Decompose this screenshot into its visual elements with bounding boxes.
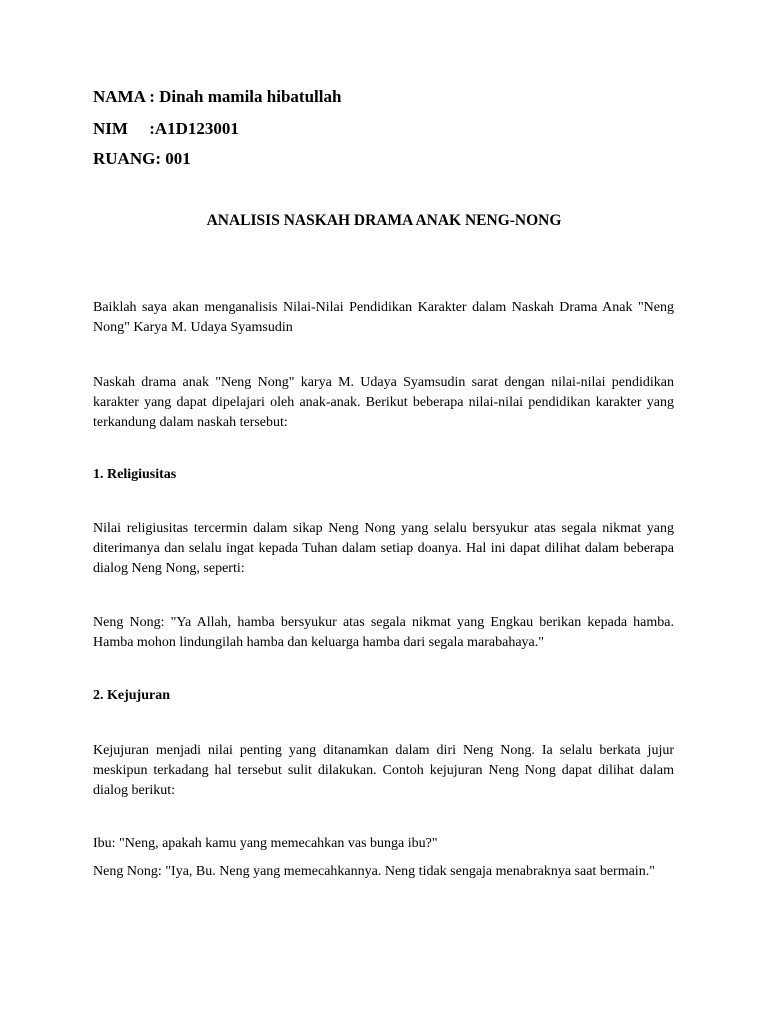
section-heading-religiusitas: 1. Religiusitas (93, 467, 177, 482)
overview-paragraph: Naskah drama anak "Neng Nong" karya M. Udaya Syamsudin sarat dengan nilai-nilai pendidikan karakter yang dapat dipelajari oleh anak-anak. Berikut beberapa nilai-nilai pendidikan karakter yang terkandung dalam naskah tersebut: (93, 375, 674, 430)
section-heading-kejujuran: 2. Kejujuran (93, 688, 170, 703)
dialog-neng-nong: Neng Nong: "Iya, Bu. Neng yang memecahkannya. Neng tidak sengaja menabraknya saat bermain." (93, 864, 655, 879)
student-name: NAMA : Dinah mamila hibatullah (93, 87, 342, 106)
student-nim: NIM :A1D123001 (93, 119, 239, 138)
kejujuran-paragraph: Kejujuran menjadi nilai penting yang ditanamkan dalam diri Neng Nong. Ia selalu berkata jujur meskipun terkadang hal tersebut sulit dilakukan. Contoh kejujuran Neng Nong dapat dilihat dalam dialog berikut: (93, 743, 674, 798)
religiusitas-quote: Neng Nong: "Ya Allah, hamba bersyukur atas segala nikmat yang Engkau berikan kepada hamba. Hamba mohon lindungilah hamba dan keluarga hamba dari segala marabahaya." (93, 615, 674, 650)
religiusitas-paragraph: Nilai religiusitas tercermin dalam sikap Neng Nong yang selalu bersyukur atas segala nikmat yang diterimanya dan selalu ingat kepada Tuhan dalam setiap doanya. Hal ini dapat dilihat dalam beberapa dialog Neng Nong, seperti: (93, 521, 674, 576)
document-title: ANALISIS NASKAH DRAMA ANAK NENG-NONG (206, 212, 562, 229)
student-room: RUANG: 001 (93, 149, 191, 168)
dialog-ibu: Ibu: "Neng, apakah kamu yang memecahkan vas bunga ibu?" (93, 836, 438, 851)
intro-paragraph: Baiklah saya akan menganalisis Nilai-Nilai Pendidikan Karakter dalam Naskah Drama Anak "Neng Nong" Karya M. Udaya Syamsudin (93, 300, 674, 335)
